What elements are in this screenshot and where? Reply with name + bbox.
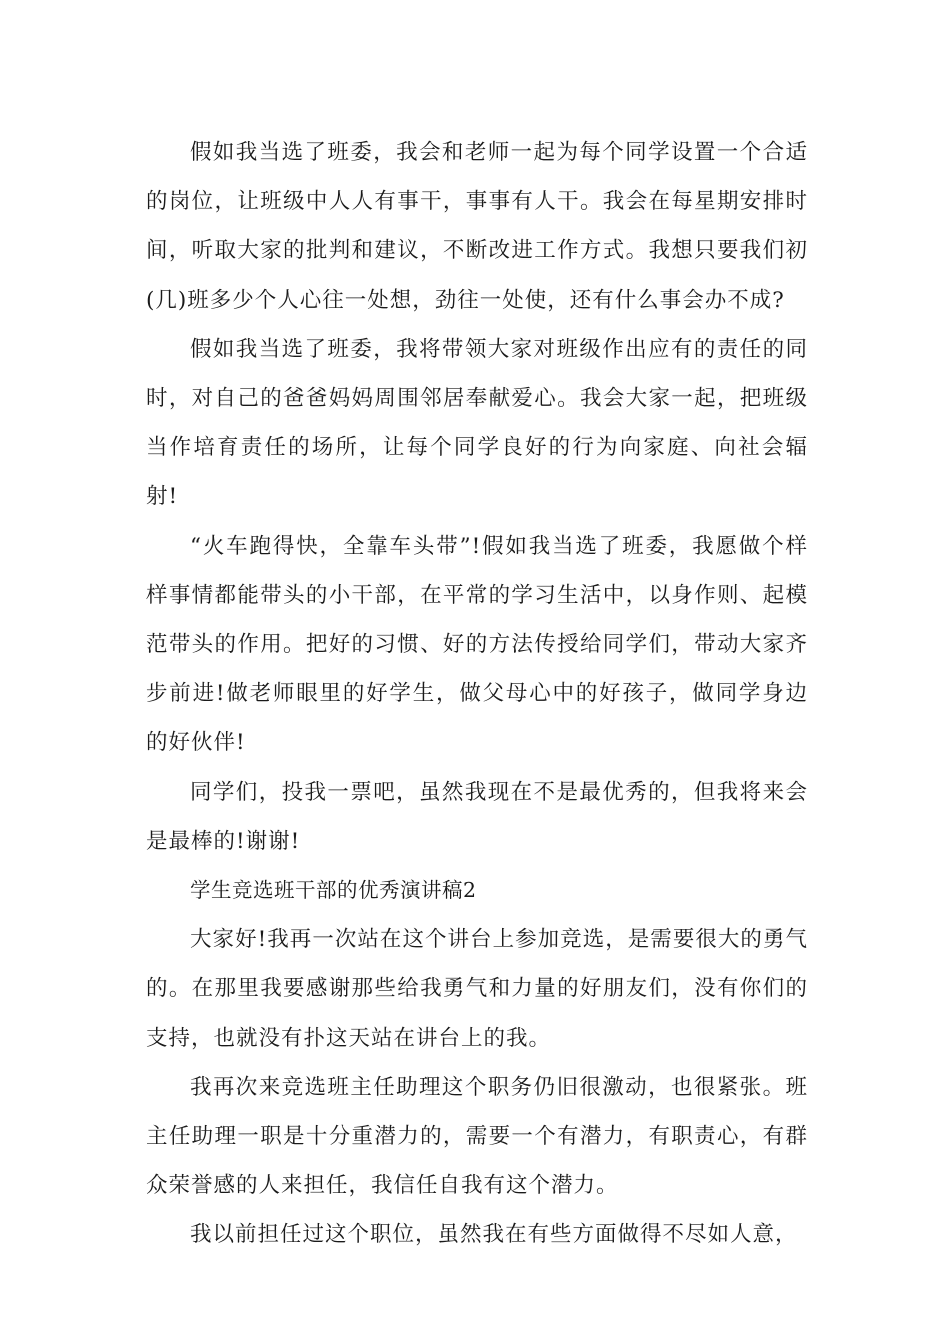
paragraph-class-committee-responsibility: 假如我当选了班委，我将带领大家对班级作出应有的责任的同时，对自己的爸爸妈妈周围邻居奉献爱心。我会大家一起，把班级当作培育责任的场所，让每个同学良好的行为向家庭、向社会辐射! <box>146 336 808 510</box>
paragraph-train-leader: “火车跑得快，全靠车头带”!假如我当选了班委，我愿做个样样事情都能带头的小干部，在平常的学习生活中，以身作则、起模范带头的作用。把好的习惯、好的方法传授给同学们，带动大家齐步前进!做老师眼里的好学生，做父母心中的好孩子，做同学身边的好伙伴! <box>146 533 808 756</box>
document-body <box>146 128 808 1260</box>
section-heading: 学生竞选班干部的优秀演讲稿2 <box>190 878 477 903</box>
paragraph-class-committee-positions: 假如我当选了班委，我会和老师一起为每个同学设置一个合适的岗位，让班级中人人有事干，事事有人干。我会在每星期安排时间，听取大家的批判和建议，不断改进工作方式。我想只要我们初(几)班多少个人心往一处想，劲往一处使，还有什么事会办不成? <box>146 140 808 313</box>
paragraph-previous-experience: 我以前担任过这个职位，虽然我在有些方面做得不尽如人意， <box>190 1222 798 1248</box>
paragraph-assistant-role: 我再次来竞选班主任助理这个职务仍旧很激动，也很紧张。班主任助理一职是十分重潜力的，需要一个有潜力，有职责心，有群众荣誉感的人来担任，我信任自我有这个潜力。 <box>146 1074 808 1199</box>
paragraph-greeting: 大家好!我再一次站在这个讲台上参加竞选，是需要很大的勇气的。在那里我要感谢那些给我勇气和力量的好朋友们，没有你们的支持，也就没有扑这天站在讲台上的我。 <box>146 927 808 1051</box>
paragraph-vote-request: 同学们，投我一票吧，虽然我现在不是最优秀的，但我将来会是最棒的!谢谢! <box>146 779 808 854</box>
